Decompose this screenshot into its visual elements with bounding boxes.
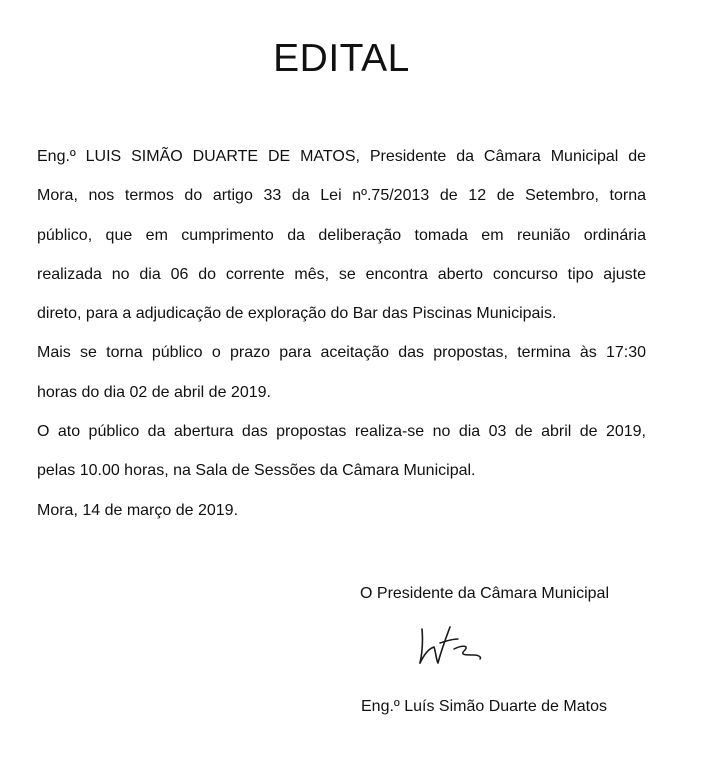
- date-line: Mora, 14 de março de 2019.: [37, 501, 239, 519]
- document-body: [37, 137, 646, 530]
- body-line: Mora, nos termos do artigo 33 da Lei nº.75/2013 de 12 de Setembro, torna: [37, 187, 646, 205]
- body-line: público, que em cumprimento da deliberação tomada em reunião ordinária: [37, 226, 646, 244]
- body-line: realizada no dia 06 do corrente mês, se encontra aberto concurso tipo ajuste: [37, 265, 646, 283]
- paragraph-date: [37, 491, 646, 530]
- body-line: direto, para a adjudicação de exploração do Bar das Piscinas Municipais.: [37, 305, 557, 323]
- paragraph-deadline: [37, 333, 646, 412]
- body-line: Mais se torna público o prazo para aceitação das propostas, termina às 17:30: [37, 344, 646, 362]
- paragraph-intro: [37, 137, 646, 333]
- body-line: O ato público da abertura das propostas realiza-se no dia 03 de abril de 2019,: [37, 423, 646, 441]
- handwritten-signature: [414, 619, 494, 669]
- document-title: EDITAL: [273, 37, 410, 80]
- body-line: pelas 10.00 horas, na Sala de Sessões da Câmara Municipal.: [37, 462, 476, 480]
- paragraph-opening: [37, 412, 646, 491]
- body-line: Eng.º LUIS SIMÃO DUARTE DE MATOS, Presidente da Câmara Municipal de: [37, 148, 646, 165]
- body-line: horas do dia 02 de abril de 2019.: [37, 383, 271, 401]
- signature-role: O Presidente da Câmara Municipal: [360, 585, 610, 602]
- signatory-name: Eng.º Luís Simão Duarte de Matos: [361, 698, 607, 715]
